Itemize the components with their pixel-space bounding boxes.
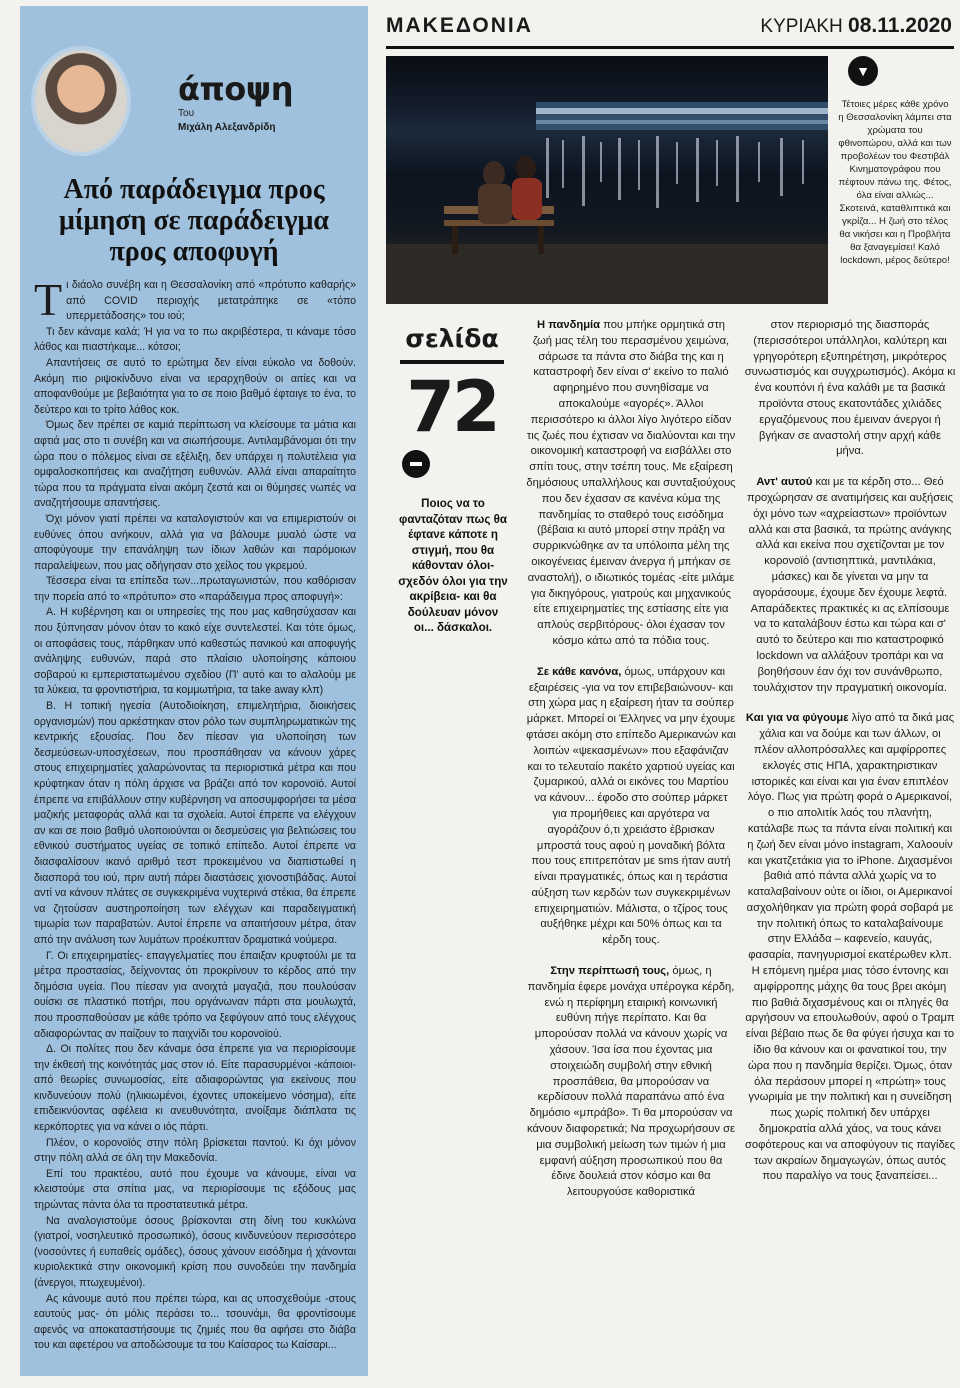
opinion-paragraph: Ας κάνουμε αυτό που πρέπει τώρα, και ας υποσχεθούμε -στους εαυτούς μας- ότι μόλις περάσει το... τσουνάμι, θα φροντίσουμε αφενός να αποκαταστήσουμε τις ζημιές που θα αφήσει στο διάβα του και αφετέρου να αποδώσουμε τα του Καίσαρος τω Καίσαρι...: [34, 1292, 356, 1352]
article-paragraph: στον περιορισμό της διασποράς (περισσότεροι υπάλληλοι, καλύτερη και γρηγορότερη εξυπηρέτηση, μικρότερος συνωστισμός και συγχρωτισμός). Ακόμα κι ένα κουπόνι ή ένα καλάθι με τα βασικά προϊόντα στους εκατοντάδες χιλιάδες εργαζόμενους που έμειναν άνεργοι ή βγήκαν σε αναστολή στην αρχή κάθε μήνα.: [744, 319, 956, 458]
opinion-paragraph: Να αναλογιστούμε όσους βρίσκονται στη δίνη του κυκλώνα (γιατροί, νοσηλευτικό προσωπικό), όσους κινδυνεύουν περισσότερο (νοσούντες ή ευπαθείς ομάδες), όσους χάνουν εισόδημα ή χάνονται κυριολεκτικά στην οικονομική κρίση που συνοδεύει την πανδημία (άνεργοι, πτωχευμένοι).: [34, 1214, 356, 1289]
opinion-paragraph: Επί του πρακτέου, αυτό που έχουμε να κάνουμε, είναι να κλειστούμε στα σπίτια μας, να περιορίσουμε τις εξόδους μας τηρώντας πάντα όλα τα προστατευτικά μέτρα.: [34, 1167, 356, 1212]
opinion-kicker: άποψη: [178, 70, 293, 108]
opinion-paragraph: Όχι μόνον γιατί πρέπει να καταλογιστούν και να επιμεριστούν οι ευθύνες όπου ανήκουν, αλλά για να βάλουμε μυαλό ώστε να αποφύγουμε την επανάληψη των ίδιων λαθών και παρόμοιων παραλείψεων, που μας οδήγησαν στο χείλος του γκρεμού.: [34, 512, 356, 572]
opinion-body: [34, 278, 356, 1376]
article-column-2: [526, 318, 736, 1380]
article-paragraph: Σε κάθε κανόνα, όμως, υπάρχουν και εξαιρέσεις -για να τον επιβεβαιώνουν- και στη χώρα μας η εξαίρεση ήταν τα σούπερ μάρκετ. Μπορεί οι Έλληνες να μην έχουμε φτάσει ακόμη στο επίπεδο Αμερικανών και λοιπών «ψεκασμένων» που εξαφάνιζαν και το τελευταίο πακέτο χαρτιού υγείας και ζυμαρικού, αλλά οι εικόνες του Μαρτίου να κάνουν... έφοδο στο σούπερ μάρκετ για προμήθειες και αργότερα να αγοράζουν ό,τι χρειάστο έβρισκαν μπροστά τους αφού η μοναδική βόλτα που τους επιτρεπόταν με sms ήταν αυτή είναι πραγματικές, όπως και η τεράστια αύξηση των κερδών των συγκεκριμένων επιχειρηματιών. Μάλιστα, ο τζίρος τους αυξήθηκε μέχρι και 50% όπως και τα κέρδη τους.: [526, 665, 736, 947]
section-word: σελίδα: [405, 324, 499, 353]
photo-caption-panel: [838, 56, 952, 304]
opinion-column: [20, 6, 368, 1376]
opinion-paragraph: Α. Η κυβέρνηση και οι υπηρεσίες της που μας καθησύχασαν και που ξύπνησαν μόνον όταν το κακό είχε συντελεστεί. Και τότε όμως, οι αποφάσεις τους, πάρθηκαν υπό καθεστώς πανικού και αποφυγής ανάληψης ευθυνών, παρά στο πλαίσιο υλοποίησης κάποιου σοβαρού κι εμπεριστατωμένου σχεδίου (Π' αυτό και το αλαλούμ με τα λύκεια, τα φροντιστήρια, τα κομμωτήρια, τα take away κλπ): [34, 606, 356, 697]
down-arrow-icon: ▼: [848, 56, 878, 86]
pull-quote: Ποιος να το φανταζόταν πως θα έφτανε κάποτε η στιγμή, που θα κάθονταν όλοι- σχεδόν όλοι για την ακρίβεια- και θα δούλευαν μόνον οι... δάσκαλοι.: [398, 497, 508, 634]
masthead: [386, 10, 954, 49]
photo-caption: Τέτοιες μέρες κάθε χρόνο η Θεσσαλονίκη λάμπει στα χρώματα του φθινοπώρου, αλλά και των προβολέων του Φεστιβάλ Κινηματογράφου που πέφτουν πάνω της. Φέτος, όλα είναι αλλιώς... Σκοτεινά, καταθλιπτικά και γκρίζα... Η ζωή στο τέλος θα νικήσει και η Προβλήτα θα ξαναγεμίσει! Καλό lockdown, μέρος δεύτερο!: [838, 99, 952, 266]
section-number: 72: [406, 366, 498, 448]
issue-date-line: [760, 14, 952, 38]
opinion-paragraph: Απαντήσεις σε αυτό το ερώτημα δεν είναι εύκολο να δοθούν. Ακόμη πιο ριψοκίνδυνο είναι να ιεραρχηθούν οι αιτίες και να αποφανθούμε με βεβαιότητα για το σε ποιο βαθμό έφταιγε το ένα, το δεύτερο και το τρίτο λάθος κοκ.: [34, 356, 356, 416]
article-column-3: [744, 318, 956, 1380]
paper-name: ΜΑΚΕΔΟΝΙΑ: [386, 14, 533, 37]
author-avatar: [31, 46, 131, 156]
issue-date: 08.11.2020: [848, 14, 952, 37]
opinion-paragraph: Τέσσερα είναι τα επίπεδα των...πρωταγωνιστών, που καθόρισαν την πορεία από το «πρότυπο» στο «παράδειγμα προς αποφυγή»:: [34, 575, 356, 603]
night-waterfront-photo: [386, 56, 828, 304]
opinion-paragraph: Δ. Οι πολίτες που δεν κάναμε όσα έπρεπε για να περιορίσουμε την έκθεσή της κοινότητάς μας στον ιό. Είτε παρασυρμένοι -κάποιοι- από θεωρίες συνωμοσίας, είτε αδιαφορώντας για εκείνους που κινδυνεύουν πολύ (ηλικιωμένοι, έχοντες υποκείμενο νόσημα), είτε επιδεικνύοντας αφέλεια κι ανευθυνότητα, ανοίξαμε διάπλατα τις κερκόπορτες για να κάνει ο ιός πάρτι.: [34, 1043, 356, 1134]
opinion-headline: Από παράδειγμα προς μίμηση σε παράδειγμα προς αποφυγή: [58, 174, 329, 267]
article-paragraph: Αντ' αυτού και με τα κέρδη στο... Θεό προχώρησαν σε ανατιμήσεις και αυξήσεις όχι μόνο των «αχρείαστων» προϊόντων αλλά και στα βασικά, τα πρώτης ανάγκης αλλά και εκείνα που σχετίζονται με τον κορονοϊό (αντισηπτικά, μαντιλάκια, μάσκες) και δε γίνεται να μην τα αγοράσουμε, έχουμε δεν έχουμε λεφτά. Απαράδεκτες πρακτικές κι ας ελπίσουμε να το καταλάβουν έστω και τώρα και σ' αυτό το δεύτερο και πιο καταστροφικό lockdown να αλλάξουν τροπάρι και να βοηθήσουν έαν όχι τον συνάνθρωπο, τουλάχιστον την πραγματική οικονομία.: [746, 476, 954, 694]
author-prefix: Του: [178, 108, 195, 119]
page-section-box: [396, 320, 508, 670]
minus-circle-icon: [402, 450, 430, 478]
opinion-paragraph: Γ. Οι επιχειρηματίες- επαγγελματίες που έπαιξαν κρυφτούλι με τα μέτρα προστασίας, δείχνοντας ότι προκρίνουν το κέρδος από την δημόσια υγεία. Που πίεσαν για ανοιχτά μαγαζιά, που πουλούσαν ουίσκι σε πλαστικό ποτήρι, που οργάνωναν πάρτι στα μουλωχτά, που προσπαθούσαν με κάθε τρόπο να ξεφύγουν από τους ελέγχους αδιαφορώντας αν παίζουν το παιχνίδι του κορονοϊού.: [34, 949, 356, 1040]
article-paragraph: Και για να φύγουμε λίγο από τα δικά μας χάλια και να δούμε και των άλλων, οι πλέον αλλοπρόσαλλες και αμφίρροπες εκλογές στις ΗΠΑ, χαρακτηριστικαν ιστορικές και είναι και για έναν επιπλέον λόγο. Πως για πρώτη φορά ο Αμερικανοί, ο πιο απολιτίκ λαός του πλανήτη, κατάλαβε πως τα πάντα είναι πολιτική και η ζωή δεν είναι μόνο instagram, Χαλοουίν και γκατζετάκια για το iPhone. Διχασμένοι βαθιά από πάντα αλλά χωρίς να το καταλαβαίνουν ούτε οι ίδιοι, οι Αμερικανοί ασχολήθηκαν για πρώτη φορά σοβαρά με την πολιτική όπως το καταλαβαίνουμε στην Ελλάδα – καφενείο, καυγάς, φασαρία, πανηγυρισμοί εκατέρωθεν κλπ. Η επόμενη ημέρα μιας τόσο έντονης και αμφίρροπης μάχης θα τους βρει ακόμη πιο βαθιά διχασμένους και οι πληγές θα αργήσουν να επουλωθούν, αφού ο Τραμπ είναι βέβαιο πως δε θα φύγει ήσυχα και το ίδιο θα κάνουν και οι φανατικοί του, την ώρα που η πανδημία θερίζει. Όμως, όταν όλα περάσουν μπορεί η «πρώτη» τους γνωριμία με την πολιτική και η συνείδηση πως χωρίς πολιτική δεν υπάρχει δημοκρατία αλλά χάος, να τους κάνει σοφότερους και να αποφύγουν τις παγίδες των ακραίων δημαγωγών, όπως αυτός που παραλίγο να τους ξαναπείσει...: [744, 712, 956, 1183]
opinion-paragraph: Τι δεν κάναμε καλά; Ή για να το πω ακριβέστερα, τι κάναμε τόσο λάθος και πιαστήκαμε... κότσοι;: [34, 325, 356, 354]
article-paragraph: Η πανδημία που μπήκε ορμητικά στη ζωή μας τέλη του περασμένου χειμώνα, σάρωσε τα πάντα στο διάβα της και η καταστροφή δεν είναι σ' εκείνο το παλιό αφηρημένο που συνηθίσαμε να αποκαλούμε «αγορές». Άλλοι περισσότερο κι άλλοι λίγο λιγότερο είδαν τις ζωές που έχτισαν να διαλύονται και την οικονομική καταστροφή να εισβάλλει στο σπίτι τους, στην τσέπη τους. Με εξαίρεση δημόσιους υπαλλήλους και συνταξιούχους που δεν έχασαν σε κανένα κύμα της πανδημίας το σταθερό τους εισόδημα (βέβαια κι αυτό μπορεί στην πράξη να συρρικνώθηκε αν τα υπόλοιπα μέλη της οικογένειας έμειναν άνεργα ή μπήκαν σε αναστολή), ο ιδιωτικός τομέας -είτε μιλάμε για δικηγόρους, γιατρούς και μηχανικούς είτε επιχειρηματίες της εστίασης είτε για απλούς σερβιτόρους- όλοι έχασαν τον κόσμο κάτω από τα πόδια τους.: [526, 319, 736, 647]
issue-day: ΚΥΡΙΑΚΗ: [760, 16, 843, 37]
drop-cap: Τ: [34, 278, 63, 325]
author-name: Μιχάλη Αλεξανδρίδη: [178, 122, 276, 133]
photo-illustration: [386, 56, 828, 304]
opinion-paragraph: Όμως δεν πρέπει σε καμιά περίπτωση να κλείσουμε τα μάτια και αφτιά μας στο τι συνέβη και να σιωπήσουμε. Αντιλαμβάνομαι ότι την ώρα που ο πόλεμος είναι σε εξέλιξη, δεν υπάρχει η πολυτέλεια για ομφαλοσκοπήσεις και αναζήτηση ευθυνών. Αλλά είναι απαραίτητο τώρα που τα πράγματα είναι ακόμη ζεστά και οι θύμησες νωπές να αναζητήσουμε απαντήσεις.: [34, 419, 356, 510]
opinion-paragraph: Τι διάολο συνέβη και η Θεσσαλονίκη από «πρότυπο καθαρής» από COVID περιοχής μετατράπηκε σε «τόπο υπερμετάδοσης» του ιού;: [34, 278, 356, 325]
article-paragraph: Στην περίπτωσή τους, όμως, η πανδημία έφερε μονάχα υπέρογκα κέρδη, ενώ η περίφημη εταιρική κοινωνική ευθύνη πήγε περίπατο. Και θα μπορούσαν πολλά να κάνουν χωρίς να χάσουν. Ίσα ίσα που έχοντας μια στοιχειώδη συμβολή στην εθνική προσπάθεια, θα μπορούσαν να κερδίσουν πολλά παραπάνω από ένα δημόσιο «μπράβο». Τι θα μπορούσαν να κάνουν διαφορετικά; Να προχωρήσουν σε μια συμβολική μείωση των τιμών ή μια εμφανή αύξηση προσωπικού που θα έδινε δουλειά στον κόσμο και θα λειτουργούσε καθοριστικά: [526, 965, 735, 1199]
opinion-paragraph: Β. Η τοπική ηγεσία (Αυτοδιοίκηση, επιμελητήρια, διοικήσεις οργανισμών) που αρκέστηκαν στον ρόλο των συμπληρωματικών της κεντρικής εξουσίας. Που δεν πίεσαν για υλοποίηση των δεσμεύσεων-υποσχέσεων, που προσπάθησαν να κάνουν χάρες στους επιχειρηματίες χαλαρώνοντας τα περιοριστικά μέτρα και που κρύφτηκαν όταν η πόλη άρχισε να βράζει από τον κορονοϊό. Αυτοί έπρεπε να επιβάλλουν στην κυβέρνηση να αποσυμφορήσει τα μέσα μαζικής μεταφοράς αλλά και τα σχολεία. Αυτοί έπρεπε να ελέγχουν αν και σε ποιο βαθμό υλοποιούνται οι δεσμεύσεις για βελτιώσεις του εθνικού συστήματος υγείας σε τοπικό επίπεδο. Αυτοί έπρεπε να διασφαλίσουν ικανό αριθμό τεστ προκειμένου να διαπιστωθεί η διασπορά του ιού, πριν αυτή πάρει διαστάσεις χιονοστιβάδας. Αυτοί αντί να κάνουν πλάτες σε συγκεκριμένα νυχτερινά στέκια, θα έπρεπε να ζητούσαν αυστηροποίηση των ελέγχων και παραδειγματική τιμωρία των παραβατών. Αυτοί έπρεπε να απαιτήσουν μέτρα, όταν από την ανάλυση των λυμάτων προέκυπταν δραματικά νούμερα.: [34, 700, 356, 946]
opinion-paragraph: Πλέον, ο κορονοϊός στην πόλη βρίσκεται παντού. Κι όχι μόνον στην πόλη αλλά σε όλη την Μακεδονία.: [34, 1136, 356, 1165]
